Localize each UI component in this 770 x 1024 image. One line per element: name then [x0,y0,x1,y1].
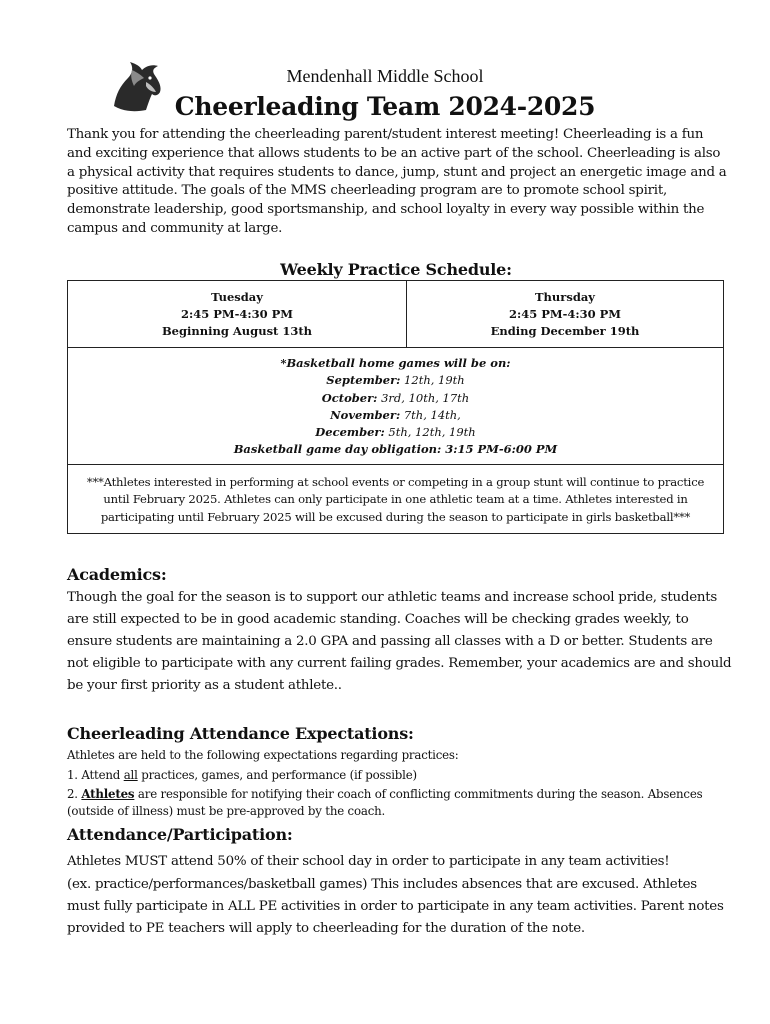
game-day-obligation: Basketball game day obligation: 3:15 PM-6:00 PM [233,442,558,457]
tuesday-cell [68,281,407,347]
september-label: September: [326,373,401,388]
participation-line-2: (ex. practice/performances/basketball games) This includes absences that are excused. Athletes must fully participate in ALL PE activities in order to participate in any team activities. Parent notes provided to PE teachers will apply to cheerleading for the duration of the note. [67,877,724,936]
december-dates: 5th, 12th, 19th [384,425,476,440]
intro-paragraph: Thank you for attending the cheerleading parent/student interest meeting! Cheerleading is a fun and exciting experience that allows students to be an active part of the school. Cheerleading is also a physical activity that requires students to dance, jump, stunt and project an energetic image and a positive attitude. The goals of the MMS cheerleading program are to promote school spirit, demonstrate leadership, good sportsmanship, and school loyalty in every way possible within the campus and community at large. [67,127,727,236]
item2-prefix: 2. [67,787,82,801]
schedule-footnote: ***Athletes interested in performing at school events or competing in a group stunt will continue to practice until February 2025. Athletes can only participate in one athletic team at a time. Athletes interested in participating until February 2025 will be excused during the season to participate in girls basketball*** [86,475,705,524]
november-dates: 7th, 14th, [400,407,461,422]
schedule-table [67,280,724,534]
tuesday-day: Tuesday [211,290,263,304]
attendance-intro: Athletes are held to the following expectations regarding practices: [67,748,459,762]
item1-suffix: practices, games, and performance (if possible) [137,768,417,782]
item1-prefix: 1. Attend [67,768,124,782]
thursday-note: Ending December 19th [490,324,640,338]
expectation-item-1 [67,767,727,784]
expectation-item-2 [67,786,727,820]
october-dates: 3rd, 10th, 17th [377,390,470,405]
attendance-expectations-heading: Cheerleading Attendance Expectations: [67,724,414,743]
school-name: Mendenhall Middle School [286,66,484,86]
participation-line-1: Athletes MUST attend 50% of their school day in order to participate in any team activities! [67,854,670,869]
academics-heading: Academics: [67,565,167,584]
item2-suffix: are responsible for notifying their coach of conflicting commitments during the season. Absences (outside of illness) must be pre-approved by the coach. [67,787,703,818]
schedule-days-row [68,281,723,348]
participation-heading: Attendance/Participation: [67,825,293,844]
page-title: Cheerleading Team 2024-2025 [174,92,596,121]
item1-underlined: all [123,768,138,782]
schedule-heading: Weekly Practice Schedule: [280,260,512,279]
december-label: December: [315,425,385,440]
basketball-games-cell [68,348,723,465]
september-dates: 12th, 19th [400,373,465,388]
item2-underlined: Athletes [81,787,135,801]
tuesday-note: Beginning August 13th [161,324,313,338]
november-label: November: [330,407,401,422]
thursday-day: Thursday [535,290,595,304]
basketball-heading: *Basketball home games will be on: [280,356,511,370]
thursday-cell [407,281,723,347]
tuesday-time: 2:45 PM-4:30 PM [180,307,294,321]
october-label: October: [321,390,378,405]
academics-text: Though the goal for the season is to support our athletic teams and increase school pride, students are still expected to be in good academic standing. Coaches will be checking grades weekly, to ensure students are maintaining a 2.0 GPA and passing all classes with a D or better. Students are not eligible to participate with any current failing grades. Remember, your academics are and should be your first priority as a student athlete.. [67,590,732,693]
thursday-time: 2:45 PM-4:30 PM [508,307,622,321]
